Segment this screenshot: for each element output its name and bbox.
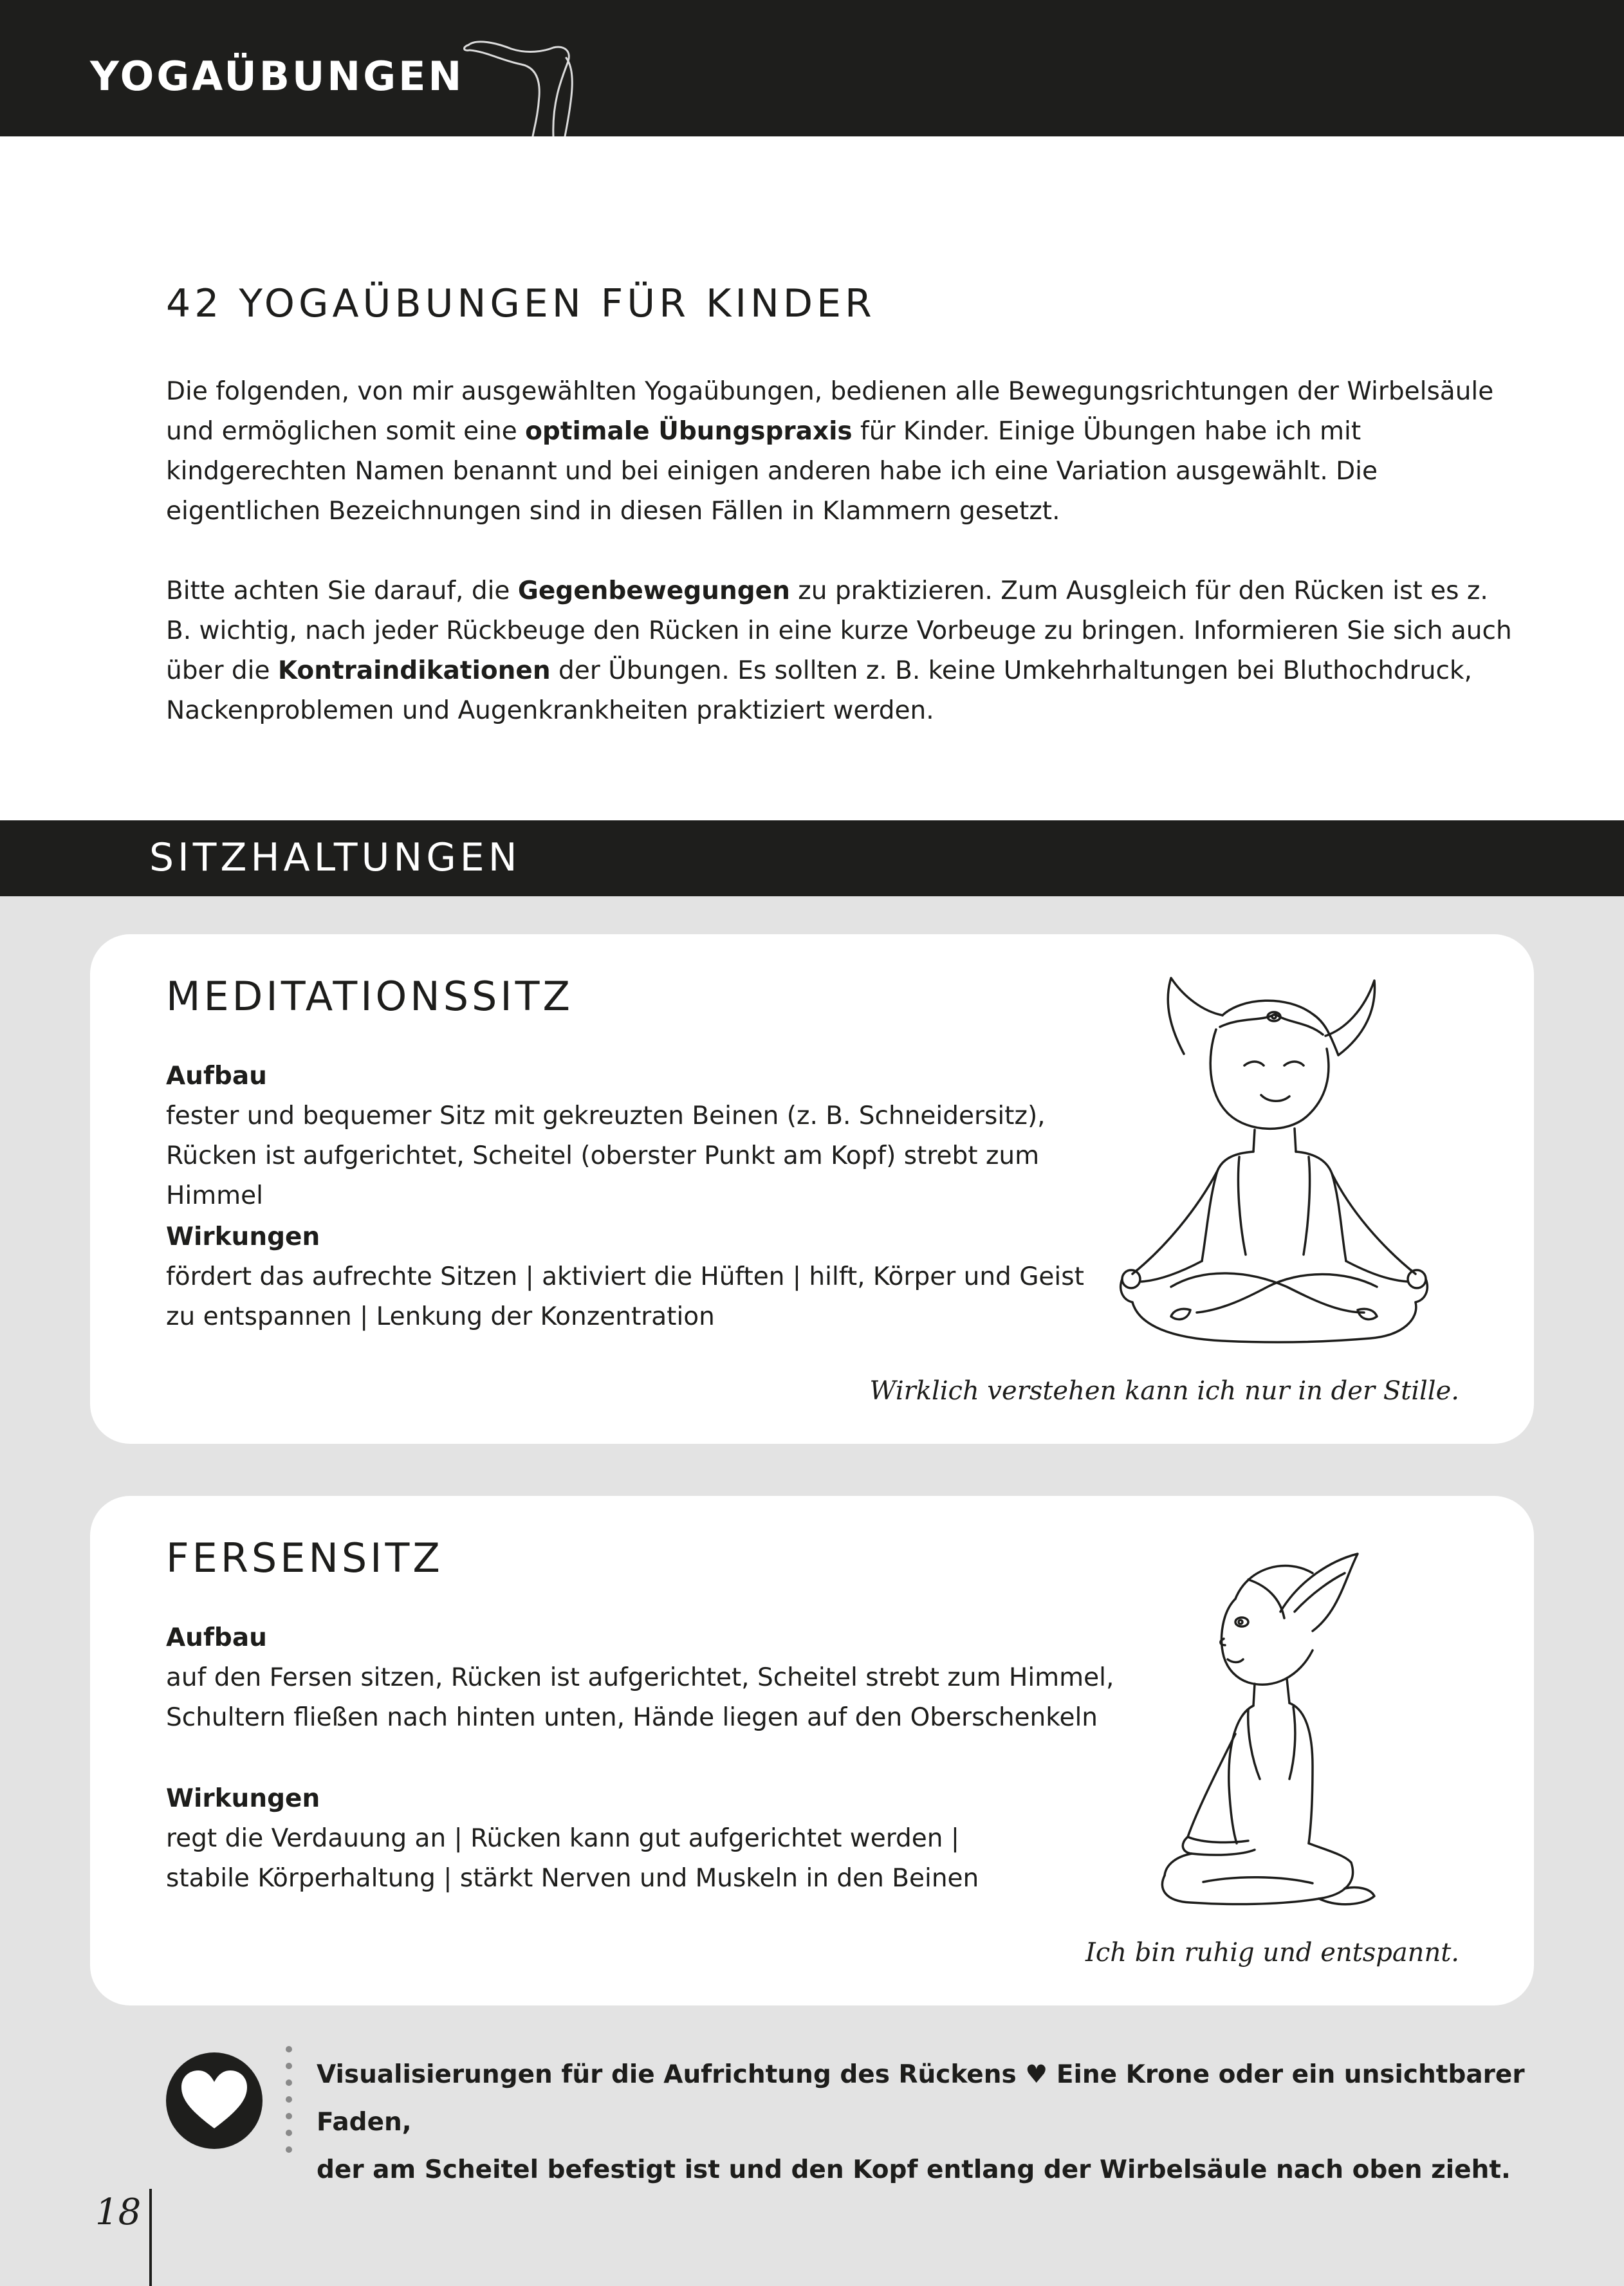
wirkungen-label: Wirkungen: [166, 1784, 320, 1813]
intro-title: 42 YOGAÜBUNGEN FÜR KINDER: [166, 281, 876, 326]
header-title: YOGAÜBUNGEN: [90, 53, 465, 100]
intro-p2-text-b: zu praktizieren. Zum Ausgleich für den Rücken ist es z. B. wichtig, nach jeder Rückbeuge den Rücken in eine kurze Vorbeuge zu bringen. Informieren Sie sich auch über die: [166, 576, 1512, 685]
intro-paragraph-2: [166, 571, 1517, 731]
heart-icon: [166, 2052, 263, 2149]
aufbau-label: Aufbau: [166, 1062, 267, 1091]
card-fersensitz: [90, 1496, 1534, 2005]
aufbau-text: fester und bequemer Sitz mit gekreuzten Beinen (z. B. Schneidersitz), Rücken ist aufgerichtet, Scheitel (oberster Punkt am Kopf) strebt zum Himmel: [166, 1102, 1046, 1210]
meditating-child-illustration: [1094, 952, 1454, 1364]
note-line-2: der am Scheitel befestigt ist und den Kopf entlang der Wirbelsäule nach oben zieht.: [317, 2155, 1511, 2184]
card-quote: Wirklich verstehen kann ich nur in der Stille.: [869, 1376, 1459, 1406]
kneeling-child-illustration: [1152, 1541, 1409, 1927]
wirkungen-text: regt die Verdauung an | Rücken kann gut aufgerichtet werden | stabile Körperhaltung | stärkt Nerven und Muskeln in den Beinen: [166, 1824, 979, 1893]
note-line-1: Visualisierungen für die Aufrichtung des Rückens ♥ Eine Krone oder ein unsichtbarer Faden,: [317, 2060, 1525, 2137]
section-title: SITZHALTUNGEN: [149, 835, 521, 880]
page-number: 18: [95, 2191, 142, 2233]
intro-p1-text-a: Die folgenden, von mir ausgewählten Yogaübungen, bedienen alle Bewegungsrichtungen der Wirbelsäule und ermöglichen somit eine: [166, 377, 1494, 446]
dotted-divider: [284, 2045, 293, 2154]
card-meditationssitz: [90, 934, 1534, 1444]
feet-illustration: [450, 0, 605, 136]
intro-p2-bold-2: Kontraindikationen: [277, 656, 551, 685]
intro-p1-text-b: für Kinder. Einige Übungen habe ich mit kindgerechten Namen benannt und bei einigen anderen habe ich eine Variation ausgewählt. Die eigentlichen Bezeichnungen sind in diesen Fällen in Klammern gesetzt.: [166, 417, 1378, 526]
intro-p2-bold-1: Gegenbewegungen: [517, 576, 790, 605]
card-quote: Ich bin ruhig und entspannt.: [1085, 1938, 1459, 1968]
intro-p2-text-a: Bitte achten Sie darauf, die: [166, 576, 518, 605]
intro-p1-bold: optimale Übungspraxis: [525, 417, 853, 446]
aufbau-text: auf den Fersen sitzen, Rücken ist aufgerichtet, Scheitel strebt zum Himmel, Schultern fließen nach hinten unten, Hände liegen auf den Oberschenkeln: [166, 1663, 1114, 1732]
intro-paragraph-1: [166, 372, 1517, 531]
header-bar: [0, 0, 1624, 136]
wirkungen-text: fördert das aufrechte Sitzen | aktiviert die Hüften | hilft, Körper und Geist zu entspannen | Lenkung der Konzentration: [166, 1262, 1084, 1331]
intro-text: [166, 372, 1517, 771]
aufbau-label: Aufbau: [166, 1623, 267, 1652]
intro-p2-text-c: der Übungen. Es sollten z. B. keine Umkehrhaltungen bei Bluthochdruck, Nackenproblemen und Augenkrankheiten praktiziert werden.: [166, 656, 1472, 725]
card-title: FERSENSITZ: [166, 1535, 443, 1581]
wirkungen-label: Wirkungen: [166, 1222, 320, 1251]
card-title: MEDITATIONSSITZ: [166, 973, 574, 1020]
page-number-divider: [149, 2189, 152, 2286]
visualization-note: [317, 2051, 1539, 2194]
